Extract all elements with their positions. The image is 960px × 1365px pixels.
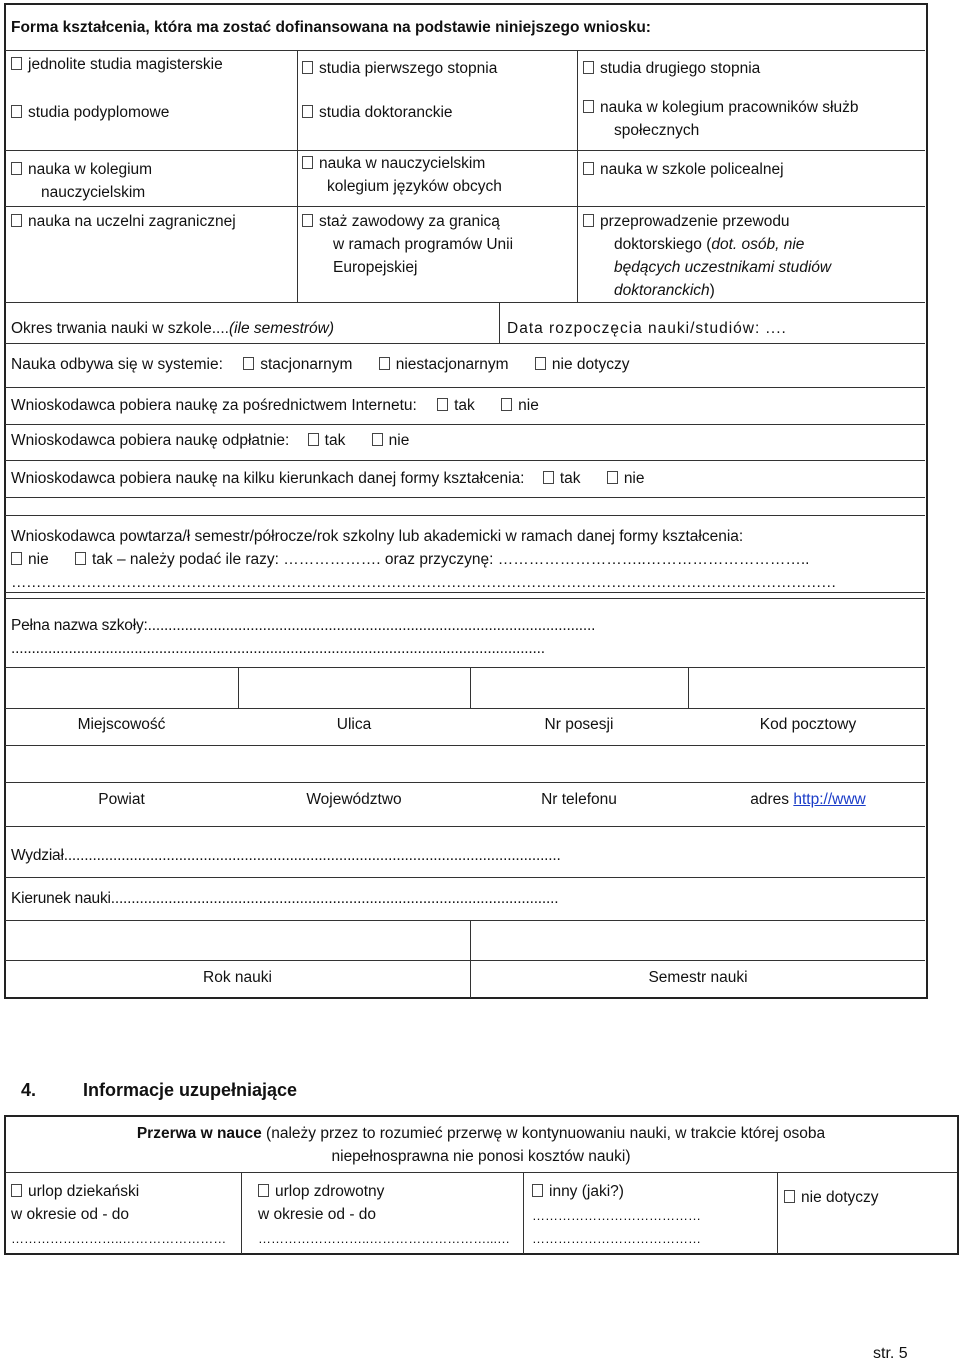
- option-first-cycle[interactable]: studia pierwszego stopnia: [302, 58, 497, 80]
- label-city: Miejscowość: [77, 716, 166, 733]
- repeat-options: [11, 549, 809, 571]
- checkbox-icon[interactable]: [11, 1184, 22, 1197]
- option-internship-abroad[interactable]: staż zawodowy za granicą: [302, 211, 500, 233]
- checkbox-icon[interactable]: [535, 357, 546, 370]
- option-internship-abroad-cont1: w ramach programów Unii: [333, 236, 514, 253]
- other-break-field[interactable]: …………………………………: [532, 1208, 701, 1223]
- option-other-break[interactable]: inny (jaki?): [532, 1181, 624, 1203]
- option-foreign-university[interactable]: nauka na uczelni zagranicznej: [11, 211, 236, 233]
- start-date-field[interactable]: Data rozpoczęcia nauki/studiów: ....: [507, 320, 787, 337]
- checkbox-icon[interactable]: [784, 1190, 795, 1203]
- repeat-yes[interactable]: tak – należy podać ile razy: ………………. oraz przyczynę: ………………………..…………………………..: [92, 551, 810, 568]
- study-duration-field[interactable]: Okres trwania nauki w szkole....(ile semestrów): [11, 320, 335, 337]
- checkbox-icon[interactable]: [583, 100, 594, 113]
- website-link[interactable]: http://www: [793, 791, 866, 808]
- option-dean-leave[interactable]: urlop dziekański: [11, 1181, 139, 1203]
- health-leave-period-label: w okresie od - do: [258, 1206, 377, 1223]
- checkbox-icon[interactable]: [302, 61, 313, 74]
- checkbox-icon[interactable]: [372, 433, 383, 446]
- checkbox-icon[interactable]: [11, 214, 22, 227]
- option-internship-abroad-cont2: Europejskiej: [333, 259, 418, 276]
- label-street: Ulica: [336, 716, 372, 733]
- label-phone: Nr telefonu: [541, 791, 617, 808]
- checkbox-icon[interactable]: [583, 214, 594, 227]
- option-post-secondary[interactable]: nauka w szkole policealnej: [583, 159, 784, 181]
- label-postal-code: Kod pocztowy: [759, 716, 857, 733]
- label-study-year: Rok nauki: [203, 969, 272, 986]
- faculty-field[interactable]: Wydział.........................................................................................................................: [11, 847, 561, 864]
- option-social-services-college[interactable]: nauka w kolegium pracowników służb: [583, 97, 858, 119]
- checkbox-icon[interactable]: [379, 357, 390, 370]
- checkbox-icon[interactable]: [11, 105, 22, 118]
- dean-leave-period-field[interactable]: ……………………..……………………: [11, 1231, 227, 1246]
- checkbox-icon[interactable]: [258, 1184, 269, 1197]
- paid-row: Wnioskodawca pobiera naukę odpłatnie: tak nie: [11, 432, 410, 449]
- checkbox-icon[interactable]: [243, 357, 254, 370]
- option-postgraduate[interactable]: studia podyplomowe: [11, 102, 169, 124]
- option-teacher-college-cont: nauczycielskim: [41, 184, 146, 201]
- checkbox-icon[interactable]: [583, 162, 594, 175]
- option-not-applicable[interactable]: nie dotyczy: [784, 1187, 879, 1209]
- paid-yes[interactable]: tak: [324, 432, 346, 449]
- checkbox-icon[interactable]: [11, 57, 22, 70]
- label-voivodeship: Województwo: [306, 791, 402, 808]
- option-doctoral-procedure-cont3: doktoranckich): [614, 282, 715, 299]
- checkbox-icon[interactable]: [11, 162, 22, 175]
- internet-yes[interactable]: tak: [454, 397, 475, 414]
- repeat-dots[interactable]: …………………………………………………………………………………………………………………………………………………: [11, 574, 836, 591]
- health-leave-period-field[interactable]: ……………………..………………………...…: [258, 1231, 511, 1246]
- repeat-label: Wnioskodawca powtarza/ł semestr/półrocze/rok szkolny lub akademicki w ramach danej formy kształcenia:: [11, 528, 744, 545]
- option-language-teacher-college-cont: kolegium języków obcych: [327, 178, 502, 195]
- checkbox-icon[interactable]: [607, 471, 618, 484]
- major-field[interactable]: Kierunek nauki.............................................................................................................: [11, 890, 559, 907]
- option-second-cycle[interactable]: studia drugiego stopnia: [583, 58, 760, 80]
- option-doctoral-procedure-cont2: będących uczestnikami studiów: [614, 259, 832, 276]
- checkbox-icon[interactable]: [532, 1184, 543, 1197]
- label-semester: Semestr nauki: [648, 969, 748, 986]
- internet-no[interactable]: nie: [518, 397, 539, 414]
- option-unified-masters[interactable]: jednolite studia magisterskie: [11, 54, 223, 76]
- checkbox-icon[interactable]: [302, 214, 313, 227]
- checkbox-icon[interactable]: [75, 552, 86, 565]
- form-heading: Forma kształcenia, która ma zostać dofinansowana na podstawie niniejszego wniosku:: [11, 19, 651, 36]
- internet-row: Wnioskodawca pobiera naukę za pośrednictwem Internetu: tak nie: [11, 397, 539, 414]
- other-break-field-cont[interactable]: …………………………………: [532, 1231, 701, 1246]
- label-website: adres http://www: [750, 791, 866, 808]
- break-intro: Przerwa w nauce (należy przez to rozumieć przerwę w kontynuowaniu nauki, w trakcie której osoba: [136, 1125, 826, 1142]
- checkbox-icon[interactable]: [11, 552, 22, 565]
- checkbox-icon[interactable]: [501, 398, 512, 411]
- section-number: 4.: [21, 1080, 37, 1100]
- system-parttime[interactable]: niestacjonarnym: [395, 356, 509, 373]
- multi-yes[interactable]: tak: [559, 470, 581, 487]
- checkbox-icon[interactable]: [543, 471, 554, 484]
- paid-no[interactable]: nie: [388, 432, 410, 449]
- dean-leave-period-label: w okresie od - do: [11, 1206, 130, 1223]
- school-name-field[interactable]: Pełna nazwa szkoły:.............................................................................................................: [11, 617, 596, 634]
- option-health-leave[interactable]: urlop zdrowotny: [258, 1181, 384, 1203]
- checkbox-icon[interactable]: [583, 61, 594, 74]
- option-social-services-college-cont: społecznych: [614, 122, 700, 139]
- school-name-field-cont[interactable]: ..................................................................................................................................: [11, 640, 545, 657]
- option-language-teacher-college[interactable]: nauka w nauczycielskim: [302, 153, 485, 175]
- break-intro-cont: niepełnosprawna nie ponosi kosztów nauki): [331, 1148, 631, 1165]
- repeat-no[interactable]: nie: [28, 551, 49, 568]
- checkbox-icon[interactable]: [302, 156, 313, 169]
- multi-major-row: Wnioskodawca pobiera naukę na kilku kierunkach danej formy kształcenia: tak nie: [11, 470, 645, 487]
- page-number: str. 5: [873, 1345, 908, 1362]
- option-doctoral-procedure[interactable]: przeprowadzenie przewodu: [583, 211, 790, 233]
- checkbox-icon[interactable]: [437, 398, 448, 411]
- option-teacher-college[interactable]: nauka w kolegium: [11, 159, 152, 181]
- study-system-row: Nauka odbywa się w systemie: stacjonarnym niestacjonarnym nie dotyczy: [11, 356, 630, 373]
- system-na[interactable]: nie dotyczy: [551, 356, 630, 373]
- option-doctoral-procedure-cont1: doktorskiego (dot. osób, nie: [614, 236, 805, 253]
- option-doctoral[interactable]: studia doktoranckie: [302, 102, 453, 124]
- section-title: Informacje uzupełniające: [83, 1080, 298, 1100]
- label-house-number: Nr posesji: [544, 716, 614, 733]
- checkbox-icon[interactable]: [308, 433, 319, 446]
- checkbox-icon[interactable]: [302, 105, 313, 118]
- label-county: Powiat: [98, 791, 145, 808]
- multi-no[interactable]: nie: [623, 470, 645, 487]
- system-fulltime[interactable]: stacjonarnym: [260, 356, 353, 373]
